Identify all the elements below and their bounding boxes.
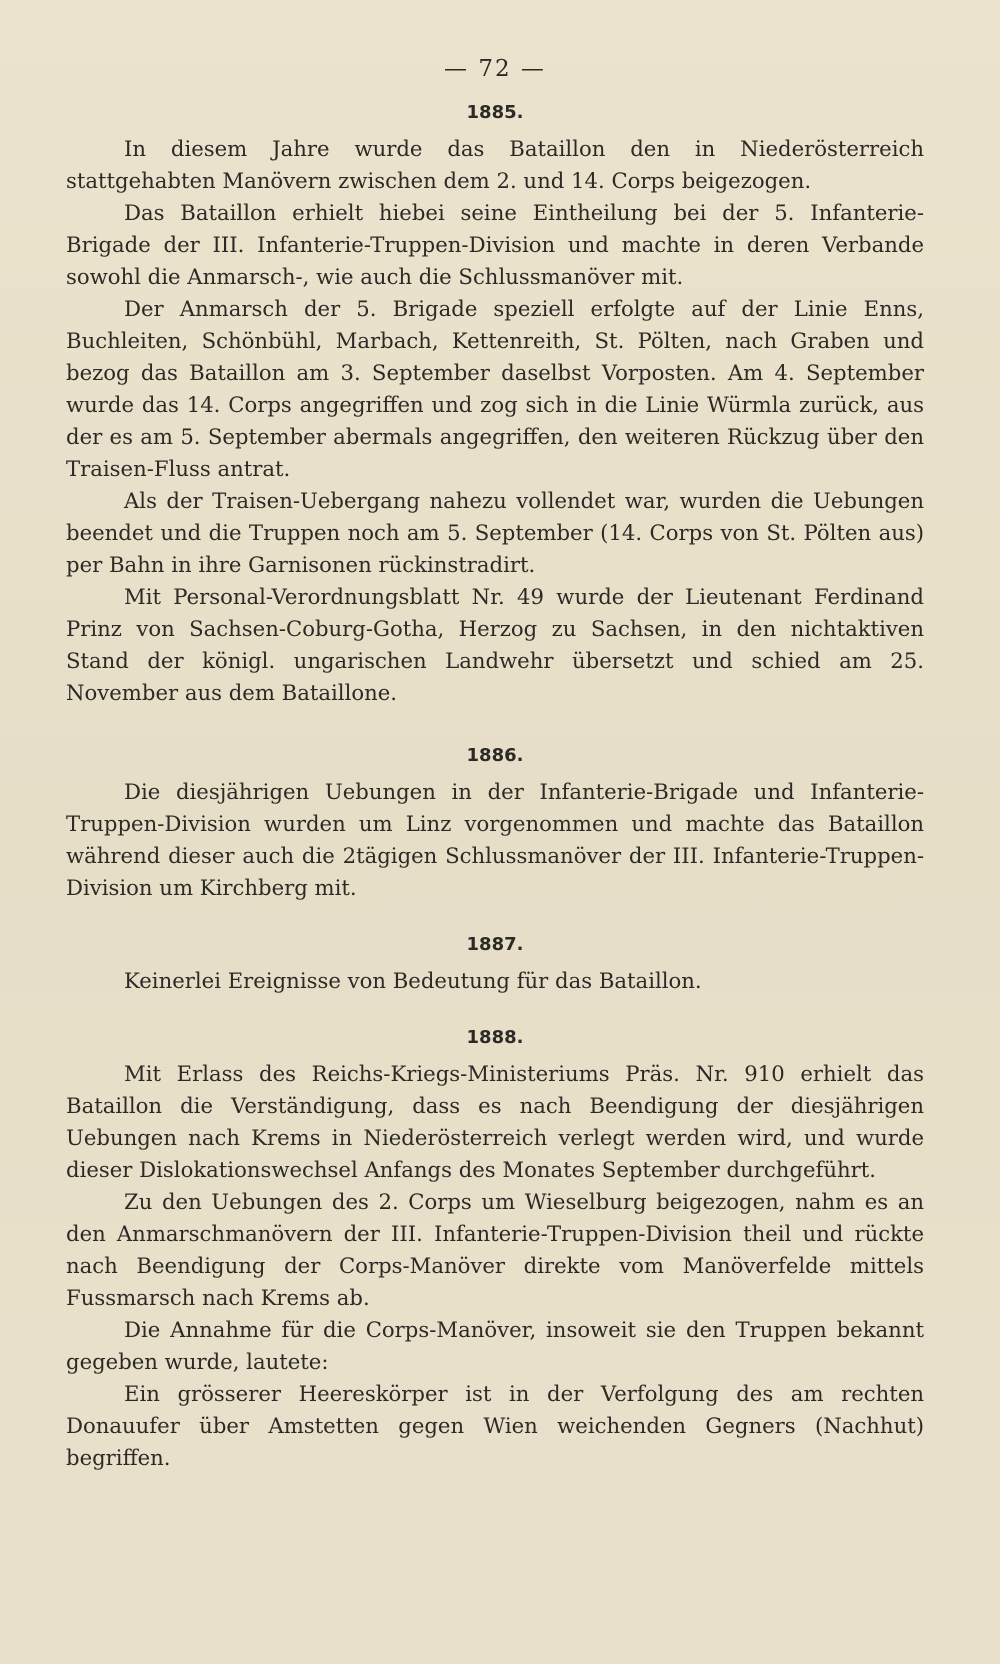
paragraph: Mit Personal-Verordnungsblatt Nr. 49 wurde der Lieutenant Ferdinand Prinz von Sachsen-Coburg-Gotha, Herzog zu Sachsen, in den nichtaktiven Stand der königl. ungarischen Landwehr übersetzt und schied am 25. November aus dem Bataillone.: [66, 584, 924, 705]
page-number: — 72 —: [444, 56, 546, 82]
year-heading: 1888.: [466, 1027, 524, 1048]
section-1888: [66, 1027, 924, 1474]
year-heading: 1887.: [466, 934, 524, 955]
paragraph: Der Anmarsch der 5. Brigade speziell erfolgte auf der Linie Enns, Buchleiten, Schönbühl, Marbach, Kettenreith, St. Pölten, nach Graben und bezog das Bataillon am 3. September daselbst Vorposten. Am 4. September wurde das 14. Corps angegriffen und zog sich in die Linie Würmla zurück, aus der es am 5. September abermals angegriffen, den weiteren Rückzug über den Traisen-Fluss antrat.: [66, 296, 924, 481]
paragraph: Als der Traisen-Uebergang nahezu vollendet war, wurden die Uebungen beendet und die Truppen noch am 5. September (14. Corps von St. Pölten aus) per Bahn in ihre Garnisonen rückinstradirt.: [66, 488, 924, 577]
year-heading: 1886.: [466, 745, 524, 766]
section-1885: [66, 102, 924, 709]
year-heading: 1885.: [466, 102, 524, 123]
paragraph: Mit Erlass des Reichs-Kriegs-Ministeriums Präs. Nr. 910 erhielt das Bataillon die Verständigung, dass es nach Beendigung der diesjährigen Uebungen nach Krems in Niederösterreich verlegt werden wird, und wurde dieser Dislokationswechsel Anfangs des Monates September durchgeführt.: [66, 1061, 924, 1182]
paragraph: In diesem Jahre wurde das Bataillon den in Niederösterreich stattgehabten Manövern zwischen dem 2. und 14. Corps beigezogen.: [66, 136, 924, 193]
paragraph: Keinerlei Ereignisse von Bedeutung für das Bataillon.: [124, 968, 702, 993]
paragraph: Die diesjährigen Uebungen in der Infanterie-Brigade und Infanterie-Truppen-Division wurden um Linz vorgenommen und machte das Bataillon während dieser auch die 2tägigen Schlussmanöver der III. Infanterie-Truppen-Division um Kirchberg mit.: [66, 779, 924, 900]
section-1887: [66, 934, 924, 997]
paragraph: Ein grösserer Heereskörper ist in der Verfolgung des am rechten Donauufer über Amstetten gegen Wien weichenden Gegners (Nachhut) begriffen.: [66, 1381, 924, 1470]
paragraph: Die Annahme für die Corps-Manöver, insoweit sie den Truppen bekannt gegeben wurde, lautete:: [66, 1317, 924, 1374]
section-1886: [66, 745, 924, 904]
paragraph: Zu den Uebungen des 2. Corps um Wieselburg beigezogen, nahm es an den Anmarschmanövern der III. Infanterie-Truppen-Division theil und rückte nach Beendigung der Corps-Manöver direkte vom Manöverfelde mittels Fussmarsch nach Krems ab.: [66, 1189, 924, 1310]
paragraph: Das Bataillon erhielt hiebei seine Eintheilung bei der 5. Infanterie-Brigade der III. Infanterie-Truppen-Division und machte in deren Verbande sowohl die Anmarsch-, wie auch die Schlussmanöver mit.: [66, 200, 924, 289]
